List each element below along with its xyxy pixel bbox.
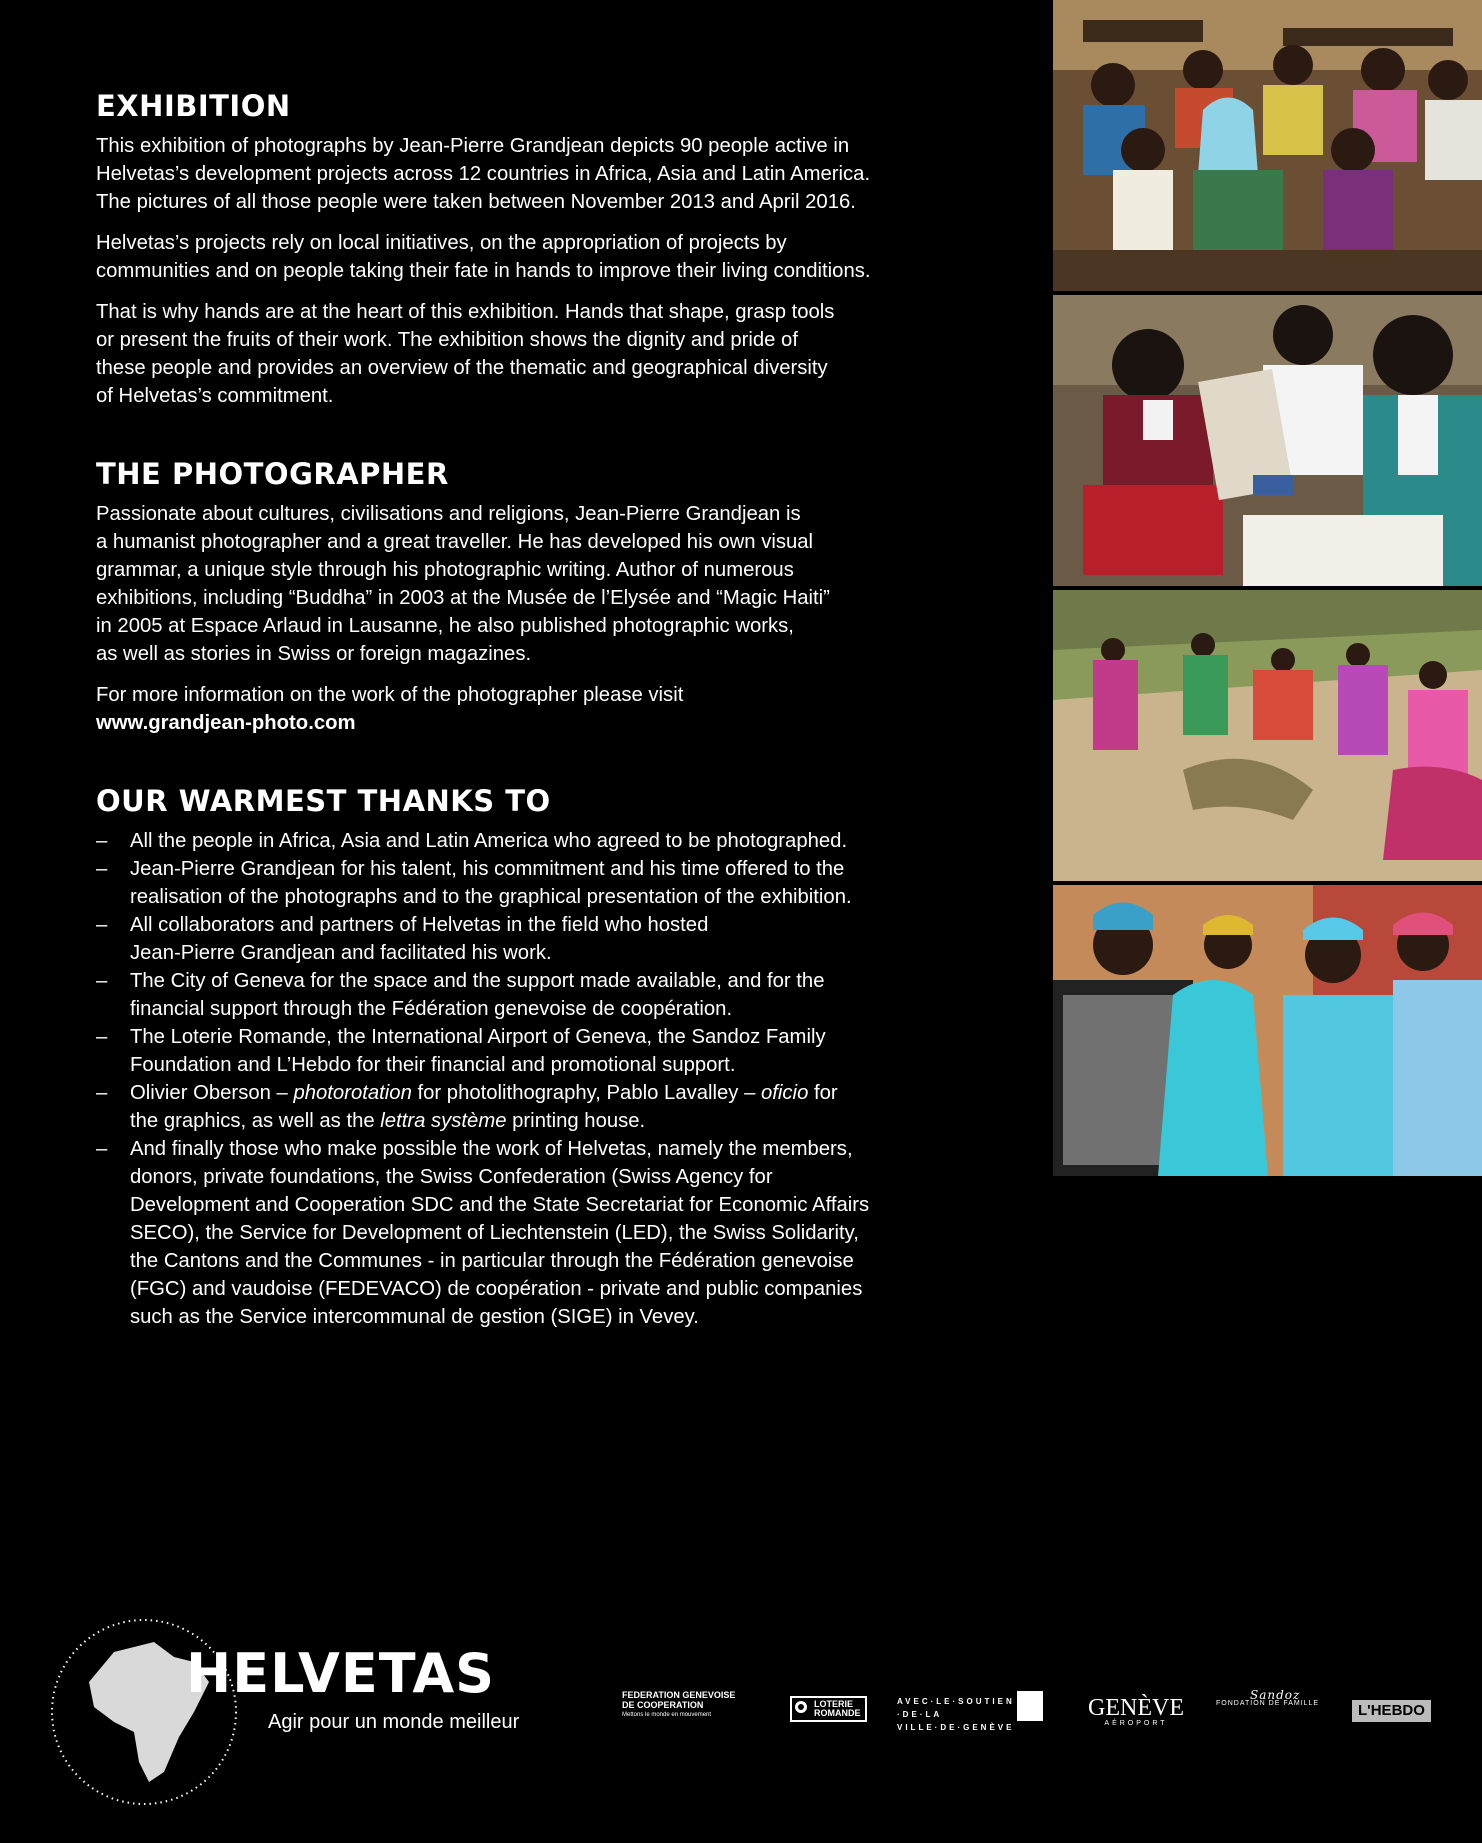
photo-students-paper	[1053, 295, 1482, 586]
photographer-website-link[interactable]: www.grandjean-photo.com	[96, 712, 356, 734]
thanks-item: – The City of Geneva for the space and the support made available, and for the financial support through the Fédération genevoise de coopération.	[96, 967, 976, 1023]
thanks-item: – And finally those who make possible the work of Helvetas, namely the members, donors, private foundations, the Swiss Confederation (Swiss Agency for Development and Cooperation SDC and the State Secretariat for Economic Affairs SECO), the Service for Development of Liechtenstein (LED), the Swiss Solidarity, the Cantons and the Communes - in particular through the Fédération genevoise (FGC) and vaudoise (FEDEVACO) de coopération - private and public companies such as the Service intercommunal de gestion (SIGE) in Vevey.	[96, 1135, 976, 1331]
sponsor-lhebdo-logo: L'HEBDO	[1352, 1700, 1431, 1722]
thanks-item: – The Loterie Romande, the International Airport of Geneva, the Sandoz Family Foundation and L’Hebdo for their financial and promotional support.	[96, 1023, 976, 1079]
thanks-heading: OUR WARMEST THANKS TO	[96, 784, 551, 818]
photographer-paragraph-1: Passionate about cultures, civilisations and religions, Jean-Pierre Grandjean is a humanist photographer and a great traveller. He has developed his own visual grammar, a unique style through his photographic writing. Author of numerous exhibitions, including “Buddha” in 2003 at the Musée de l’Elysée and “Magic Haiti” in 2005 at Espace Arlaud in Lausanne, he also published photographic works, as well as stories in Swiss or foreign magazines.	[96, 503, 830, 665]
geneva-flag-icon	[1017, 1691, 1043, 1721]
sponsor-loterie-romande-logo: LOTERIE ROMANDE	[790, 1696, 867, 1722]
photo-classroom-children	[1053, 0, 1482, 291]
thanks-item: – Olivier Oberson – photorotation for photolithography, Pablo Lavalley – oficio for the graphics, as well as the lettra système printing house.	[96, 1079, 976, 1135]
sponsor-ville-de-geneve-logo: AVEC·LE·SOUTIEN ·DE·LA VILLE·DE·GENÈVE	[897, 1695, 1015, 1734]
thanks-section	[96, 781, 976, 1331]
photographer-section	[96, 454, 976, 737]
sponsor-sandoz-logo: Sandoz FONDATION DE FAMILLE	[1216, 1688, 1320, 1707]
thanks-item: – All the people in Africa, Asia and Latin America who agreed to be photographed.	[96, 827, 976, 855]
helvetas-tagline: Agir pour un monde meilleur	[268, 1711, 520, 1733]
photo-column	[1053, 0, 1482, 1180]
sponsor-fgc-logo: FEDERATION GENEVOISE DE COOPERATION Mettons le monde en mouvement	[622, 1690, 736, 1718]
helvetas-brand: HELVETAS	[186, 1642, 496, 1705]
sponsor-geneve-aeroport-logo: GENÈVE AÉROPORT	[1088, 1695, 1184, 1727]
footer	[0, 1600, 1482, 1820]
loterie-circle-icon	[795, 1701, 807, 1713]
exhibition-paragraph-3: That is why hands are at the heart of this exhibition. Hands that shape, grasp tools or present the fruits of their work. The exhibition shows the dignity and pride of these people and provides an overview of the thematic and geographical diversity of Helvetas’s commitment.	[96, 301, 835, 407]
photo-women-field	[1053, 590, 1482, 881]
thanks-list	[96, 827, 976, 1331]
photographer-heading: THE PHOTOGRAPHER	[96, 457, 449, 491]
exhibition-heading: EXHIBITION	[96, 89, 291, 123]
text-column	[96, 86, 976, 1331]
thanks-item: – Jean-Pierre Grandjean for his talent, his commitment and his time offered to the realisation of the photographs and to the graphical presentation of the exhibition.	[96, 855, 976, 911]
photographer-paragraph-2: For more information on the work of the photographer please visit www.grandjean-photo.com	[96, 681, 976, 737]
exhibition-paragraph-1: This exhibition of photographs by Jean-Pierre Grandjean depicts 90 people active in Helvetas’s development projects across 12 countries in Africa, Asia and Latin America. The pictures of all those people were taken between November 2013 and April 2016.	[96, 135, 871, 213]
exhibition-paragraph-2: Helvetas’s projects rely on local initiatives, on the appropriation of projects by communities and on people taking their fate in hands to improve their living conditions.	[96, 232, 871, 282]
photo-women-portrait	[1053, 885, 1482, 1176]
thanks-item: – All collaborators and partners of Helvetas in the field who hosted Jean-Pierre Grandjean and facilitated his work.	[96, 911, 976, 967]
exhibition-section	[96, 86, 976, 410]
